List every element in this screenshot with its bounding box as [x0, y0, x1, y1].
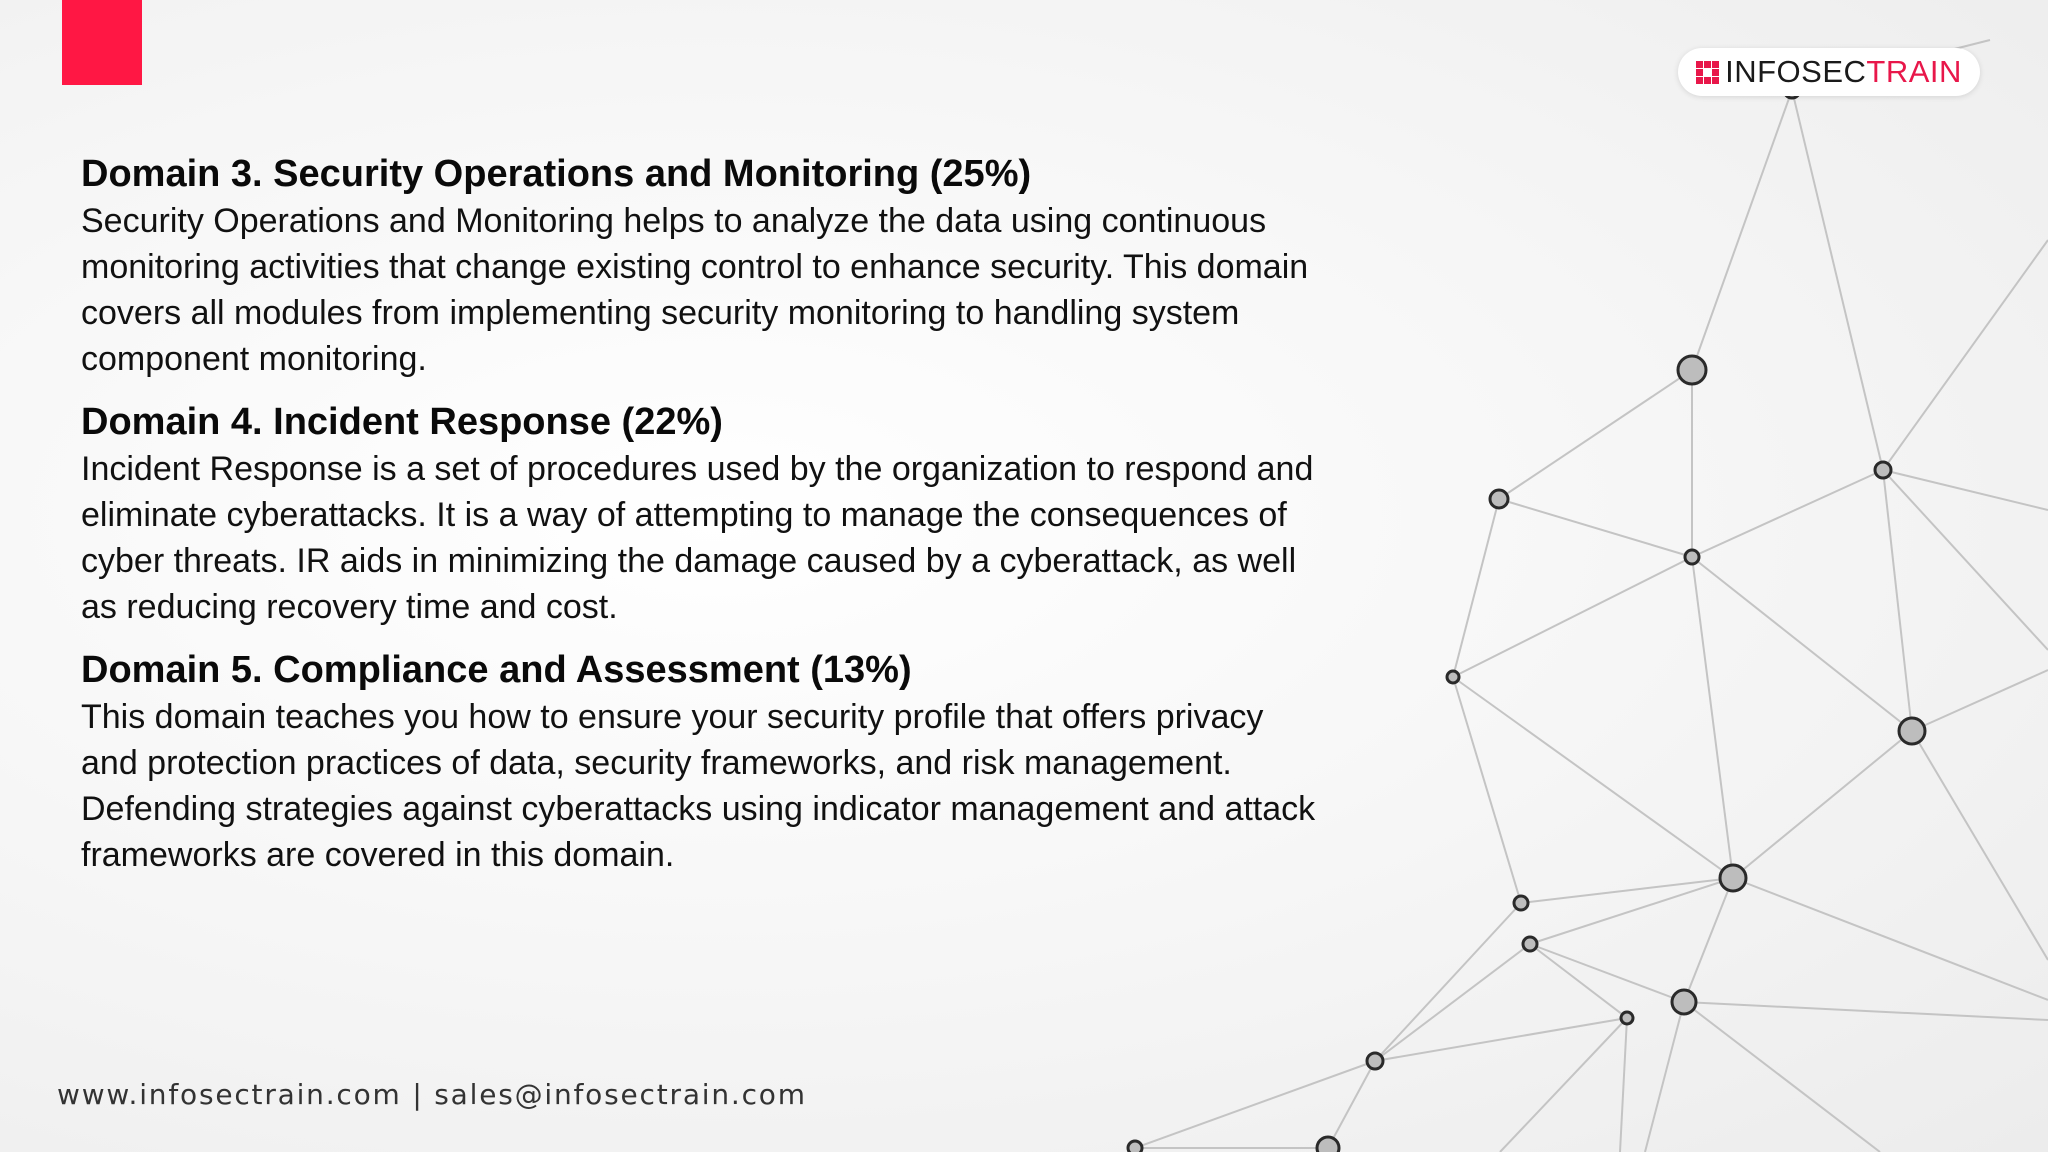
domain-title: Domain 5. Compliance and Assessment (13%)	[81, 649, 912, 691]
logo-text-train: TRAIN	[1866, 54, 1962, 89]
domain-description: This domain teaches you how to ensure your security profile that offers privacy and protection practices of data, security frameworks, and risk management. Defending strategies against cyberattacks using indicator management and attack frameworks are covered in this domain.	[81, 698, 1316, 874]
domain-title: Domain 3. Security Operations and Monitoring (25%)	[81, 153, 1032, 195]
logo-mark-icon	[1696, 61, 1719, 84]
footer-contact[interactable]: www.infosectrain.com | sales@infosectrain.com	[57, 1078, 807, 1111]
domains-content	[81, 150, 1321, 894]
domain-description: Security Operations and Monitoring helps to analyze the data using continuous monitoring activities that change existing control to enhance security. This domain covers all modules from implementing security monitoring to handling system component monitoring.	[81, 202, 1309, 378]
infosectrain-logo[interactable]	[1678, 48, 1980, 96]
domain-section	[81, 646, 1321, 878]
logo-text	[1725, 54, 1962, 90]
domain-description: Incident Response is a set of procedures used by the organization to respond and eliminate cyberattacks. It is a way of attempting to manage the consequences of cyber threats. IR aids in minimizing the damage caused by a cyberattack, as well as reducing recovery time and cost.	[81, 450, 1314, 626]
domain-section	[81, 398, 1321, 630]
logo-text-infosec: INFOSEC	[1725, 54, 1867, 89]
domain-title: Domain 4. Incident Response (22%)	[81, 401, 723, 443]
domain-section	[81, 150, 1321, 382]
